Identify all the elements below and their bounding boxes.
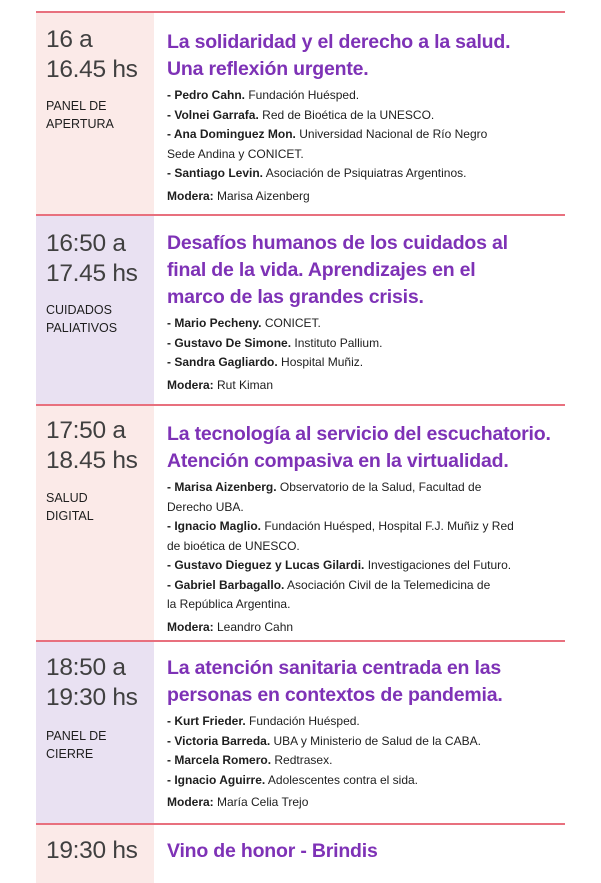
speaker-affiliation: Asociación de Psiquiatras Argentinos. (263, 166, 467, 180)
speaker-affiliation: Fundación Huésped, Hospital F.J. Muñiz y Red (261, 519, 514, 533)
speaker-item (167, 86, 565, 106)
speaker-item (167, 164, 565, 184)
session-category: APERTURA (46, 117, 114, 131)
moderator-name: Marisa Aizenberg (213, 188, 310, 203)
speaker-affiliation-cont: de bioética de UNESCO. (167, 538, 300, 553)
session-title: La tecnología al servicio del escuchatorio. (167, 423, 551, 445)
moderator-name: María Celia Trejo (213, 795, 309, 809)
speaker-affiliation: CONICET. (261, 316, 321, 330)
speaker-name: - Gabriel Barbagallo. (167, 577, 285, 592)
speaker-affiliation: Observatorio de la Salud, Facultad de (276, 480, 482, 494)
session-time-start: 18:50 a (46, 654, 126, 681)
moderator-label: Modera: (167, 795, 214, 809)
speaker-item (167, 732, 565, 752)
session-time-end: 16.45 hs (46, 56, 138, 83)
speaker-list (167, 86, 565, 184)
speaker-name: - Ignacio Maglio. (167, 519, 262, 533)
speaker-item (167, 106, 565, 126)
speaker-affiliation: Fundación Huésped. (245, 714, 360, 728)
speaker-affiliation: Red de Bioética de la UNESCO. (258, 107, 435, 122)
speaker-name: - Kurt Frieder. (167, 714, 246, 728)
speaker-affiliation-cont: la República Argentina. (167, 597, 291, 611)
speaker-affiliation: Asociación Civil de la Telemedicina de (284, 577, 491, 592)
session-time-panel (36, 825, 154, 883)
speaker-item (167, 314, 565, 334)
speaker-item (167, 517, 565, 537)
speaker-affiliation: Instituto Pallium. (291, 335, 383, 350)
session-time-start: 16 a (46, 26, 93, 53)
moderator (167, 793, 565, 812)
session-closing-toast (36, 825, 565, 883)
speaker-item (167, 576, 565, 596)
speaker-name: - Santiago Levin. (167, 166, 264, 180)
moderator-label: Modera: (167, 619, 214, 634)
speaker-name: - Gustavo De Simone. (167, 335, 292, 350)
speaker-affiliation-cont: Derecho UBA. (167, 499, 244, 514)
session-time-end: 19:30 hs (46, 684, 138, 711)
session-time-panel (36, 216, 154, 404)
session-time-start: 19:30 hs (46, 837, 138, 864)
speaker-name: - Mario Pecheny. (167, 316, 262, 330)
speaker-name: - Gustavo Dieguez y Lucas Gilardi. (167, 558, 365, 572)
speaker-affiliation: UBA y Ministerio de Salud de la CABA. (270, 733, 481, 748)
speaker-name: - Volnei Garrafa. (167, 107, 259, 122)
speaker-item (167, 478, 565, 498)
speaker-item (167, 771, 565, 791)
session-title: personas en contextos de pandemia. (167, 684, 503, 706)
session-time-start: 17:50 a (46, 417, 126, 444)
speaker-item (167, 353, 565, 373)
session-time-panel (36, 13, 154, 214)
session-opening-panel (36, 13, 565, 214)
session-time-start: 16:50 a (46, 230, 126, 257)
session-title: final de la vida. Aprendizajes en el (167, 259, 476, 281)
session-title: La solidaridad y el derecho a la salud. (167, 31, 511, 53)
session-category: PANEL DE (46, 729, 107, 743)
session-palliative-care (36, 216, 565, 404)
moderator (167, 376, 565, 395)
speaker-affiliation: Redtrasex. (271, 753, 333, 767)
moderator-name: Leandro Cahn (213, 619, 294, 634)
session-title: Atención compasiva en la virtualidad. (167, 450, 509, 472)
speaker-affiliation: Adolescentes contra el sida. (265, 772, 418, 787)
speaker-name: - Ana Dominguez Mon. (167, 127, 296, 141)
session-category: PALIATIVOS (46, 321, 118, 335)
speaker-item (167, 751, 565, 771)
speaker-name: - Ignacio Aguirre. (167, 772, 266, 787)
speaker-name: - Marcela Romero. (167, 753, 272, 767)
speaker-name: - Pedro Cahn. (167, 88, 246, 102)
speaker-affiliation-cont: Sede Andina y CONICET. (167, 146, 304, 161)
session-time-end: 18.45 hs (46, 447, 138, 474)
session-content (167, 29, 565, 206)
speaker-name: - Marisa Aizenberg. (167, 480, 277, 494)
speaker-item (167, 334, 565, 354)
session-digital-health (36, 406, 565, 640)
speaker-list (167, 314, 565, 373)
session-content (167, 655, 565, 812)
session-time-panel (36, 406, 154, 640)
session-title: Vino de honor - Brindis (167, 840, 378, 862)
moderator (167, 618, 565, 637)
session-category: CIERRE (46, 747, 94, 761)
speaker-affiliation: Investigaciones del Futuro. (364, 558, 512, 572)
session-title: La atención sanitaria centrada en las (167, 657, 501, 679)
session-time-panel (36, 642, 154, 823)
speaker-list (167, 712, 565, 790)
speaker-list (167, 478, 565, 615)
moderator (167, 187, 565, 206)
speaker-affiliation: Hospital Muñiz. (277, 355, 364, 369)
moderator-label: Modera: (167, 188, 214, 203)
moderator-name: Rut Kiman (213, 377, 274, 392)
speaker-name: - Sandra Gagliardo. (167, 355, 278, 369)
session-category: SALUD (46, 491, 88, 505)
session-category: DIGITAL (46, 509, 94, 523)
session-closing-panel (36, 642, 565, 823)
session-content (167, 230, 565, 395)
speaker-affiliation: Fundación Huésped. (245, 88, 360, 102)
session-category: PANEL DE (46, 99, 107, 113)
moderator-label: Modera: (167, 377, 214, 392)
speaker-item (167, 556, 565, 576)
session-title: marco de las grandes crisis. (167, 286, 424, 308)
session-content (167, 838, 565, 865)
speaker-item (167, 125, 565, 145)
speaker-item (167, 712, 565, 732)
session-time-end: 17.45 hs (46, 260, 138, 287)
speaker-name: - Victoria Barreda. (167, 733, 271, 748)
session-category: CUIDADOS (46, 303, 112, 317)
session-title: Una reflexión urgente. (167, 58, 369, 80)
session-content (167, 421, 565, 637)
speaker-affiliation: Universidad Nacional de Río Negro (295, 127, 488, 141)
session-title: Desafíos humanos de los cuidados al (167, 232, 508, 254)
